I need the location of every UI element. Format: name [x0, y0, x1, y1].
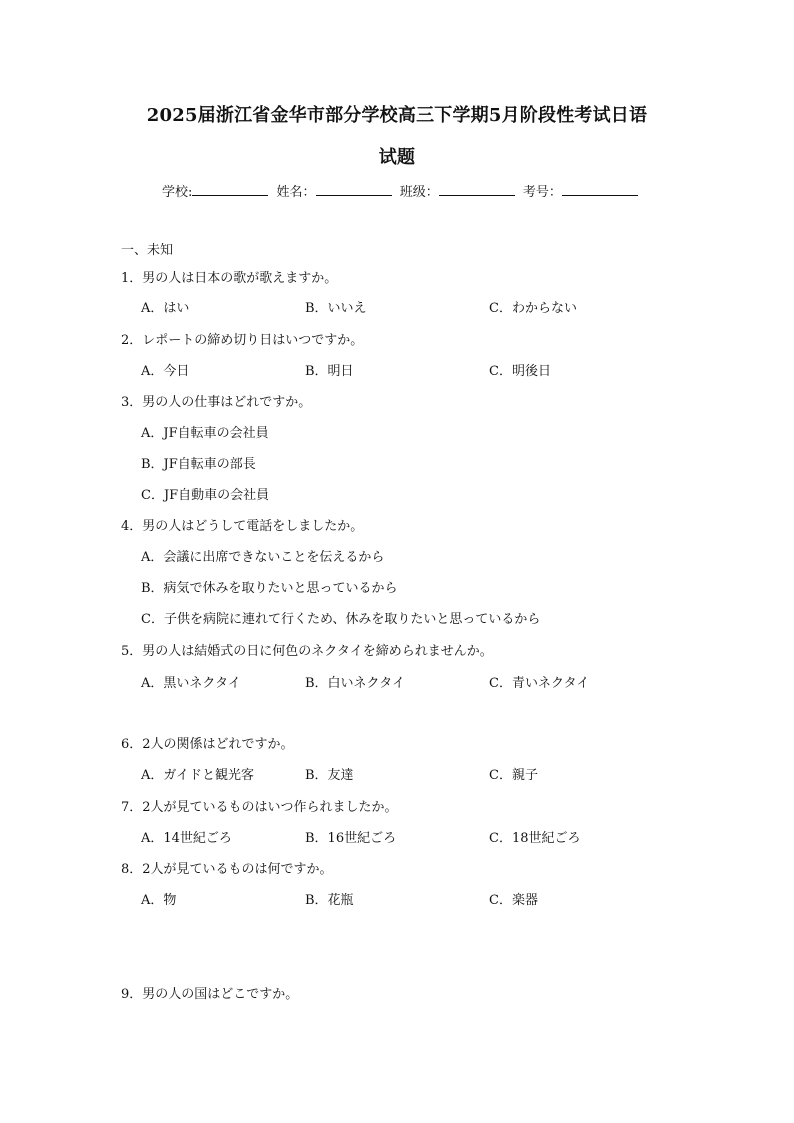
student-info-row — [162, 181, 642, 202]
question-2-option-c: C．明後日 — [489, 364, 551, 379]
question-6-option-b: B．友達 — [305, 768, 354, 783]
question-2: 2．レポートの締め切り日はいつですか。 — [121, 333, 364, 348]
question-8-option-a: A．物 — [141, 893, 177, 908]
question-8-option-b: B．花瓶 — [305, 893, 354, 908]
question-4-option-c: C．子供を病院に連れて行くため、休みを取りたいと思っているから — [141, 612, 541, 627]
section-heading: 一、未知 — [121, 243, 174, 258]
question-7: 7．2人が見ているものはいつ作られましたか。 — [121, 800, 398, 815]
school-label: 学校: — [162, 185, 193, 200]
question-3-option-a: A．JF自転車の会社員 — [141, 426, 269, 441]
question-2-option-a: A．今日 — [141, 364, 190, 379]
number-blank[interactable] — [562, 181, 638, 196]
question-7-option-a: A．14世紀ごろ — [141, 831, 232, 846]
question-4: 4．男の人はどうして電話をしましたか。 — [121, 519, 364, 534]
name-blank[interactable] — [316, 181, 392, 196]
question-5-option-c: C．青いネクタイ — [489, 676, 590, 691]
question-7-option-c: C．18世紀ごろ — [489, 831, 581, 846]
question-1-option-c: C．わからない — [489, 301, 577, 316]
question-4-option-a: A．会議に出席できないことを伝えるから — [141, 550, 385, 565]
question-6-option-c: C．親子 — [489, 768, 538, 783]
question-9: 9．男の人の国はどこですか。 — [121, 987, 299, 1002]
class-label: 班级： — [399, 185, 439, 200]
number-label: 考号： — [522, 185, 562, 200]
school-blank[interactable] — [192, 181, 268, 196]
question-6: 6．2人の関係はどれですか。 — [121, 737, 294, 752]
question-7-option-b: B．16世紀ごろ — [305, 831, 397, 846]
question-3-option-c: C．JF自動車の会社員 — [141, 488, 270, 503]
question-5-option-b: B．白いネクタイ — [305, 676, 406, 691]
question-8-option-c: C．楽器 — [489, 893, 538, 908]
question-8: 8．2人が見ているものは何ですか。 — [121, 862, 333, 877]
question-5: 5．男の人は結婚式の日に何色のネクタイを締められませんか。 — [121, 644, 493, 659]
name-label: 姓名： — [276, 185, 316, 200]
class-blank[interactable] — [439, 181, 515, 196]
exam-title-line2: 试题 — [378, 147, 416, 168]
question-5-option-a: A．黒いネクタイ — [141, 676, 241, 691]
question-1-option-b: B．いいえ — [305, 301, 367, 316]
question-4-option-b: B．病気で休みを取りたいと思っているから — [141, 581, 398, 596]
question-6-option-a: A．ガイドと観光客 — [141, 768, 254, 783]
question-1: 1．男の人は日本の歌が歌えますか。 — [121, 271, 338, 286]
question-3: 3．男の人の仕事はどれですか。 — [121, 395, 312, 410]
question-3-option-b: B．JF自転車の部長 — [141, 457, 256, 472]
question-1-option-a: A．はい — [141, 301, 190, 316]
exam-title-line1: 2025届浙江省金华市部分学校高三下学期5月阶段性考试日语 — [146, 105, 648, 126]
question-2-option-b: B．明日 — [305, 364, 354, 379]
